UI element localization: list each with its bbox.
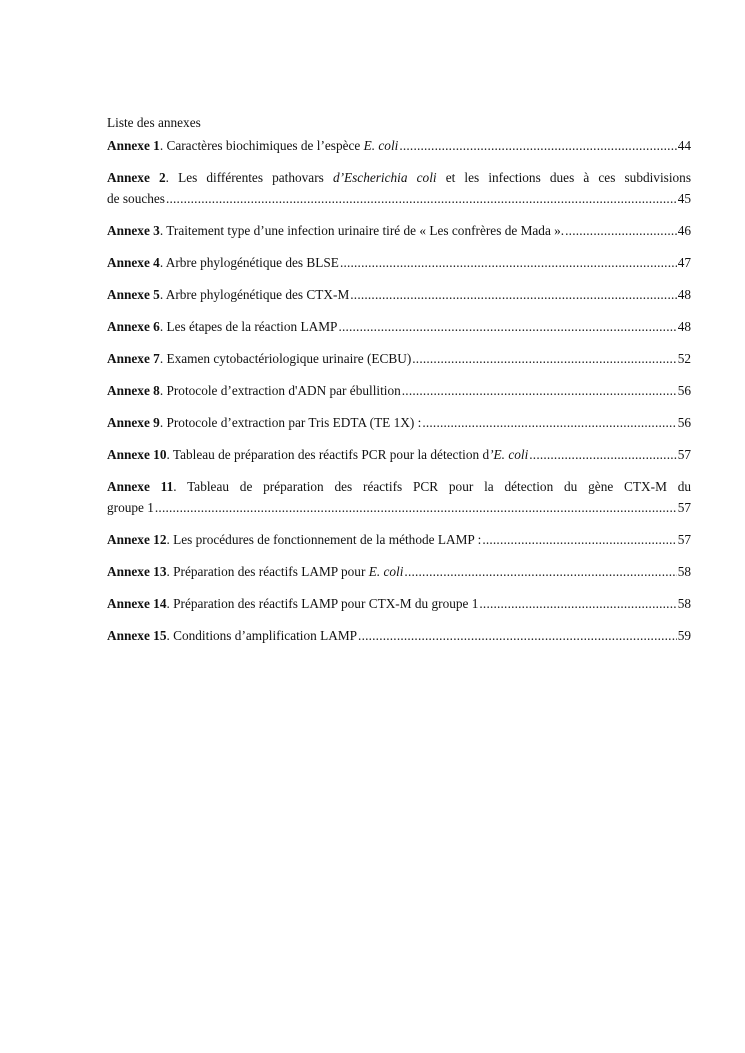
entry-text	[107, 625, 357, 646]
dot-leader	[358, 625, 677, 646]
toc-entry-15[interactable]	[107, 625, 691, 646]
toc-entry-7[interactable]	[107, 348, 691, 369]
toc-entry-14[interactable]	[107, 593, 691, 614]
dot-leader	[340, 252, 677, 273]
dot-leader	[166, 188, 677, 209]
entry-text	[107, 380, 401, 401]
entry-text	[107, 444, 528, 465]
dot-leader	[412, 348, 676, 369]
toc-entry-10[interactable]	[107, 444, 691, 465]
toc-entry-2[interactable]	[107, 167, 691, 209]
page-number: 48	[677, 287, 691, 302]
entry-label: Annexe 2	[107, 170, 166, 185]
toc-entry-12[interactable]	[107, 529, 691, 550]
entry-label: Annexe 13	[107, 564, 167, 579]
entry-label: Annexe 7	[107, 351, 160, 366]
toc-entry-13[interactable]	[107, 561, 691, 582]
entry-text	[107, 561, 403, 582]
entry-label: Annexe 14	[107, 596, 167, 611]
entry-label: Annexe 11	[107, 479, 174, 494]
toc-entry-6[interactable]	[107, 316, 691, 337]
entry-title: . Arbre phylogénétique des BLSE	[159, 255, 339, 270]
dot-leader	[529, 444, 676, 465]
entry-text	[107, 135, 398, 156]
entry-title-italic: ’E. coli	[489, 447, 529, 462]
entry-text	[107, 284, 349, 305]
toc-entry-8[interactable]	[107, 380, 691, 401]
entry-label: Annexe 3	[107, 223, 160, 238]
entry-label: Annexe 12	[107, 532, 167, 547]
page-number: 58	[677, 564, 691, 579]
toc-entry-5[interactable]	[107, 284, 691, 305]
entry-text	[107, 252, 339, 273]
page-number: 58	[677, 596, 691, 611]
entry-title: . Préparation des réactifs LAMP pour CTX-M du groupe 1	[166, 596, 479, 611]
page-number: 57	[677, 447, 691, 462]
dot-leader	[155, 497, 677, 518]
entry-title: . Conditions d’amplification LAMP	[166, 628, 358, 643]
entry-title: . Caractères biochimiques de l’espèce	[159, 138, 364, 153]
toc-entry-1[interactable]	[107, 135, 691, 156]
dot-leader	[482, 529, 676, 550]
toc-entry-4[interactable]	[107, 252, 691, 273]
entry-text	[107, 529, 481, 550]
entry-title: . Protocole d’extraction d'ADN par ébullition	[159, 383, 401, 398]
entry-title: . Arbre phylogénétique des CTX-M	[159, 287, 350, 302]
entry-text	[107, 220, 564, 241]
entry-title-italic: d’Escherichia coli	[332, 170, 437, 185]
dot-leader	[399, 135, 676, 156]
entry-title: . Protocole d’extraction par Tris EDTA (TE 1X) :	[159, 415, 422, 430]
page-number: 45	[677, 191, 691, 206]
page-number: 57	[677, 532, 691, 547]
entry-text	[107, 316, 337, 337]
entry-label: Annexe 15	[107, 628, 167, 643]
entry-continuation: groupe 1	[107, 500, 154, 515]
entry-label: Annexe 8	[107, 383, 160, 398]
annex-list	[107, 112, 691, 657]
page-number: 47	[677, 255, 691, 270]
entry-title: . Tableau de préparation des réactifs PCR pour la détection du gène CTX-M du	[173, 479, 691, 494]
entry-title: . Les différentes pathovars	[165, 170, 333, 185]
entry-continuation: de souches	[107, 191, 165, 206]
entry-label: Annexe 5	[107, 287, 160, 302]
toc-entry-9[interactable]	[107, 412, 691, 433]
toc-entry-3[interactable]	[107, 220, 691, 241]
page-number: 59	[677, 628, 691, 643]
page-number: 52	[677, 351, 691, 366]
entry-text	[107, 348, 411, 369]
entry-label: Annexe 10	[107, 447, 167, 462]
dot-leader	[404, 561, 676, 582]
dot-leader	[422, 412, 676, 433]
entry-title: . Examen cytobactériologique urinaire (ECBU)	[159, 351, 412, 366]
dot-leader	[350, 284, 676, 305]
page-number: 44	[677, 138, 691, 153]
entry-label: Annexe 4	[107, 255, 160, 270]
entry-title: . Traitement type d’une infection urinaire tiré de « Les confrères de Mada ».	[159, 223, 565, 238]
entry-text	[107, 412, 421, 433]
entry-title: . Les procédures de fonctionnement de la méthode LAMP :	[166, 532, 482, 547]
dot-leader	[402, 380, 677, 401]
page-number: 48	[677, 319, 691, 334]
entry-text	[107, 593, 478, 614]
entry-text	[107, 476, 691, 497]
entry-title: . Tableau de préparation des réactifs PCR pour la détection d	[166, 447, 490, 462]
entry-label: Annexe 9	[107, 415, 160, 430]
dot-leader	[565, 220, 677, 241]
page-number: 57	[677, 500, 691, 515]
entry-label: Annexe 1	[107, 138, 160, 153]
entry-label: Annexe 6	[107, 319, 160, 334]
entry-title-end: et les infections dues à ces subdivisions	[436, 170, 691, 185]
entry-title: . Les étapes de la réaction LAMP	[159, 319, 338, 334]
entry-title-italic: E. coli	[363, 138, 399, 153]
toc-entry-11[interactable]	[107, 476, 691, 518]
page-title: Liste des annexes	[107, 115, 201, 130]
dot-leader	[479, 593, 676, 614]
page-number: 56	[677, 415, 691, 430]
page-number: 46	[677, 223, 691, 238]
entry-text	[107, 167, 691, 188]
entry-title: . Préparation des réactifs LAMP pour	[166, 564, 369, 579]
entry-title-italic: E. coli	[368, 564, 404, 579]
dot-leader	[338, 316, 676, 337]
page-number: 56	[677, 383, 691, 398]
